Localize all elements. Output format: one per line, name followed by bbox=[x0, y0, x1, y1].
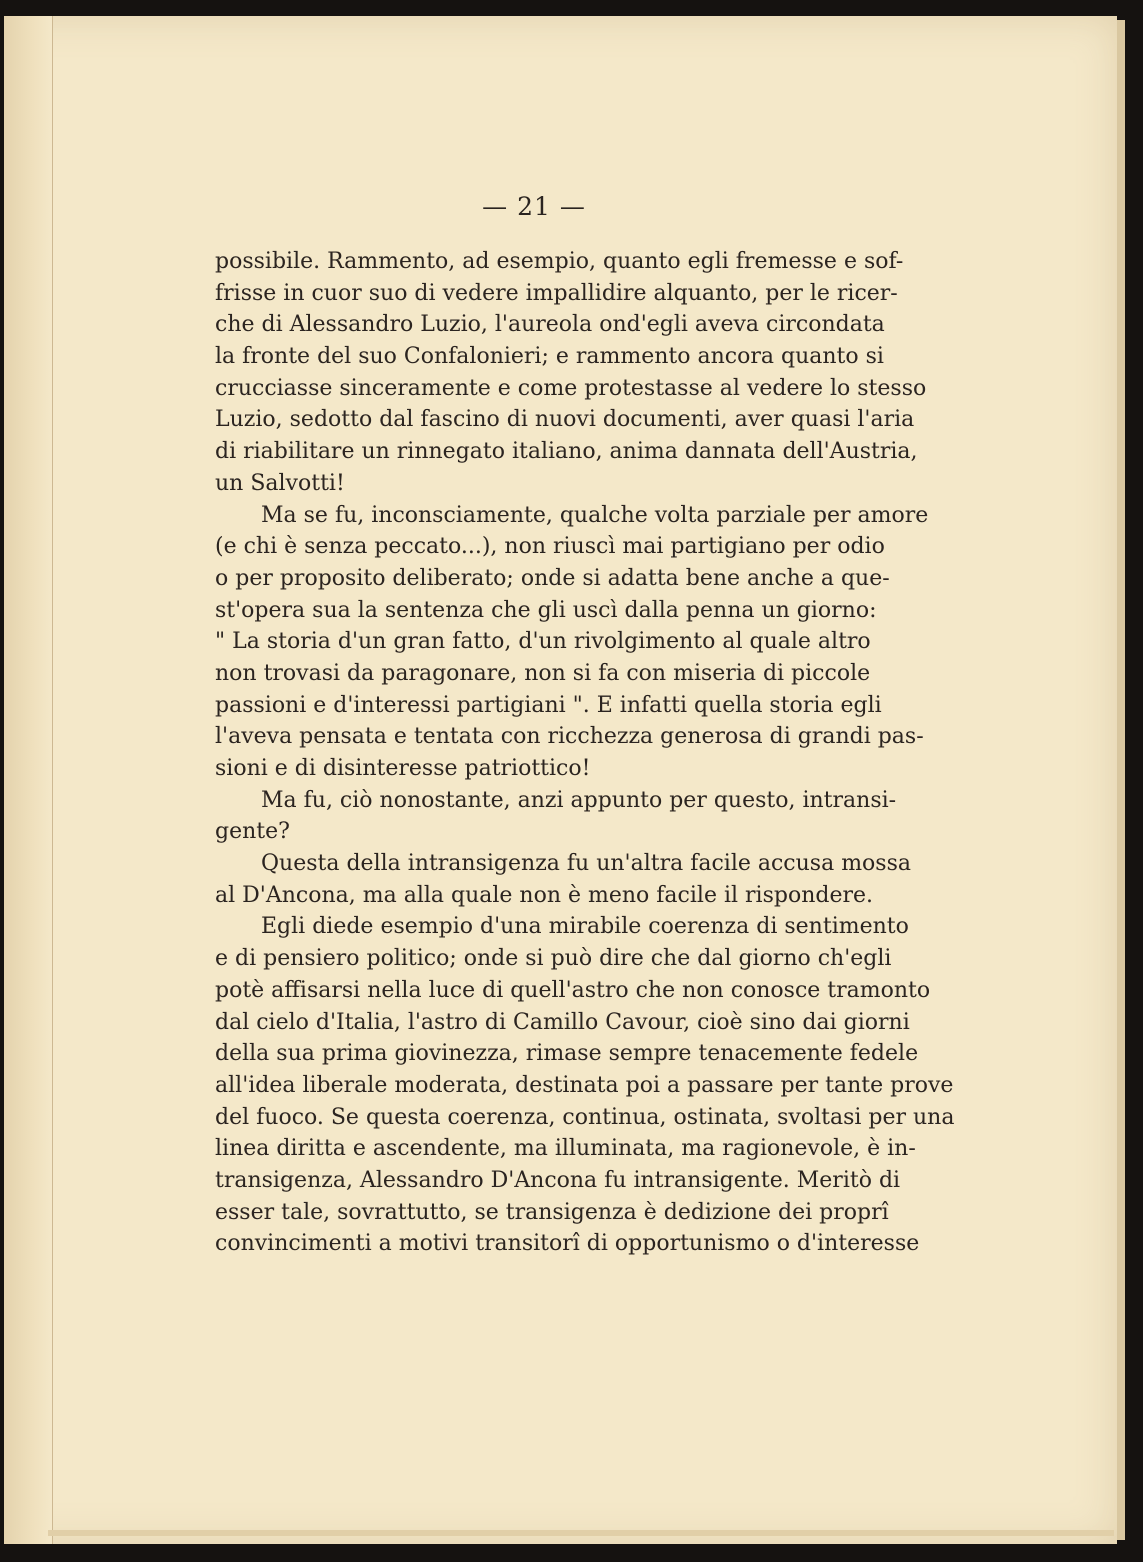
page-number: — 21 — bbox=[482, 192, 586, 221]
text-line: passioni e d'interessi partigiani ". E infatti quella storia egli bbox=[215, 692, 882, 718]
text-line: l'aveva pensata e tentata con ricchezza generosa di grandi pas- bbox=[215, 724, 924, 750]
text-line: un Salvotti! bbox=[215, 470, 345, 496]
book-page bbox=[4, 16, 1117, 1544]
text-line: sioni e di disinteresse patriottico! bbox=[215, 756, 591, 781]
text-line: all'idea liberale moderata, destinata poi a passare per tante prove bbox=[215, 1072, 954, 1098]
text-line: o per proposito deliberato; onde si adatta bene anche a que- bbox=[215, 565, 890, 591]
text-line: linea diritta e ascendente, ma illuminata, ma ragionevole, è in- bbox=[215, 1136, 916, 1162]
page-edge-bottom bbox=[48, 1530, 1114, 1536]
text-line: possibile. Rammento, ad esempio, quanto egli fremesse e sof- bbox=[215, 249, 904, 274]
text-line: non trovasi da paragonare, non si fa con miseria di piccole bbox=[215, 660, 871, 686]
text-line: del fuoco. Se questa coerenza, continua, ostinata, svoltasi per una bbox=[215, 1104, 955, 1130]
text-line: crucciasse sinceramente e come protestasse al vedere lo stesso bbox=[215, 375, 927, 401]
text-line: al D'Ancona, ma alla quale non è meno facile il rispondere. bbox=[215, 882, 873, 908]
text-line: (e chi è senza peccato...), non riuscì mai partigiano per odio bbox=[215, 534, 885, 560]
text-line: Luzio, sedotto dal fascino di nuovi documenti, aver quasi l'aria bbox=[215, 407, 915, 433]
text-line: e di pensiero politico; onde si può dire che dal giorno ch'egli bbox=[215, 946, 892, 972]
text-line: convincimenti a motivi transitorî di opportunismo o d'interesse bbox=[215, 1231, 920, 1257]
page-edge-right bbox=[1117, 20, 1125, 1540]
text-line: " La storia d'un gran fatto, d'un rivolgimento al quale altro bbox=[215, 629, 871, 655]
text-line: di riabilitare un rinnegato italiano, anima dannata dell'Austria, bbox=[215, 439, 918, 465]
text-line: Questa della intransigenza fu un'altra facile accusa mossa bbox=[261, 851, 911, 877]
text-line: Ma se fu, inconsciamente, qualche volta parziale per amore bbox=[261, 502, 929, 528]
text-line: st'opera sua la sentenza che gli uscì dalla penna un giorno: bbox=[215, 597, 877, 623]
text-line: la fronte del suo Confalonieri; e rammento ancora quanto si bbox=[215, 344, 884, 370]
text-line: esser tale, sovrattutto, se transigenza è dedizione dei proprî bbox=[215, 1199, 889, 1225]
body-text bbox=[215, 246, 955, 1260]
text-line: dal cielo d'Italia, l'astro di Camillo Cavour, cioè sino dai giorni bbox=[215, 1009, 910, 1035]
text-line: transigenza, Alessandro D'Ancona fu intransigente. Meritò di bbox=[215, 1167, 901, 1193]
text-line: frisse in cuor suo di vedere impallidire alquanto, per le ricer- bbox=[215, 280, 898, 306]
text-line: potè affisarsi nella luce di quell'astro che non conosce tramonto bbox=[215, 977, 931, 1003]
text-line: gente? bbox=[215, 819, 290, 845]
text-line: della sua prima giovinezza, rimase sempre tenacemente fedele bbox=[215, 1041, 919, 1067]
text-line: Egli diede esempio d'una mirabile coerenza di sentimento bbox=[261, 914, 909, 940]
text-line: Ma fu, ciò nonostante, anzi appunto per questo, intransi- bbox=[261, 787, 897, 813]
text-line: che di Alessandro Luzio, l'aureola ond'egli aveva circondata bbox=[215, 312, 885, 338]
